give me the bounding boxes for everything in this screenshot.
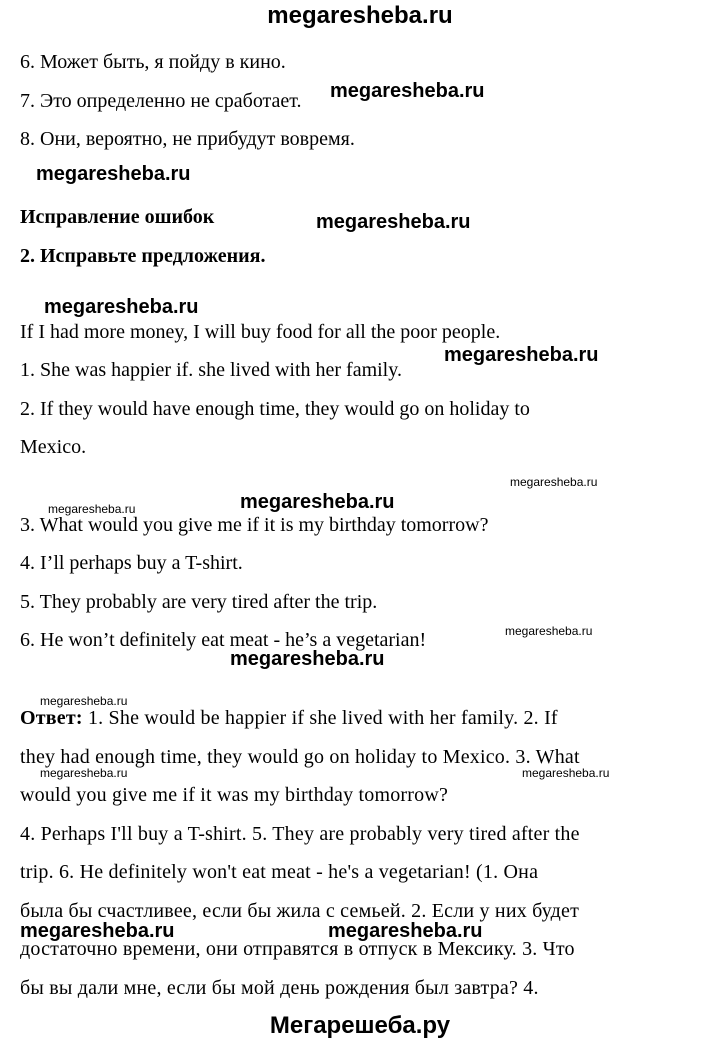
sentence-4: 4. I’ll perhaps buy a T-shirt.	[20, 552, 243, 574]
answer-line: достаточно времени, они отправятся в отпуск в Мексику. 3. Что	[20, 938, 575, 960]
site-header: megaresheba.ru	[267, 2, 453, 29]
watermark: megaresheba.ru	[44, 296, 199, 318]
answer-line: they had enough time, they would go on holiday to Mexico. 3. What	[20, 745, 580, 768]
task-heading: 2. Исправьте предложения.	[20, 245, 266, 267]
watermark: megaresheba.ru	[328, 920, 483, 942]
translation-6: 6. Может быть, я пойду в кино.	[20, 51, 286, 73]
answer-line: 4. Perhaps I'll buy a T-shirt. 5. They are probably very tired after the	[20, 822, 580, 845]
answer-line: would you give me if it was my birthday tomorrow?	[20, 784, 449, 806]
watermark: megaresheba.ru	[20, 920, 175, 942]
answer-line: 1. She would be happier if she lived with her family. 2. If	[82, 707, 558, 729]
translation-7: 7. Это определенно не сработает.	[20, 90, 302, 112]
watermark: megaresheba.ru	[40, 694, 128, 708]
sentence-5: 5. They probably are very tired after the trip.	[20, 591, 378, 613]
answer-line: trip. 6. He definitely won't eat meat - he's a vegetarian! (1. Она	[20, 861, 539, 883]
section-title: Исправление ошибок	[20, 206, 215, 228]
watermark: megaresheba.ru	[230, 648, 385, 670]
watermark: megaresheba.ru	[522, 766, 610, 780]
sentence-1: 1. She was happier if. she lived with her family.	[20, 359, 402, 381]
sentence-2: 2. If they would have enough time, they would go on holiday to	[20, 398, 530, 420]
watermark: megaresheba.ru	[40, 766, 128, 780]
sentence-6: 6. He won’t definitely eat meat - he’s a vegetarian!	[20, 629, 427, 651]
watermark: megaresheba.ru	[316, 211, 471, 233]
sentence-3: 3. What would you give me if it is my birthday tomorrow?	[20, 514, 489, 536]
site-footer: Мегарешеба.ру	[269, 1012, 451, 1039]
answer-line: была бы счастливее, если бы жила с семьей. 2. Если у них будет	[20, 899, 580, 922]
watermark: megaresheba.ru	[505, 624, 593, 638]
sentence-2-cont: Mexico.	[20, 436, 87, 458]
watermark: megaresheba.ru	[48, 502, 136, 516]
watermark: megaresheba.ru	[444, 344, 599, 366]
translation-8: 8. Они, вероятно, не прибудут вовремя.	[20, 128, 355, 150]
watermark: megaresheba.ru	[240, 491, 395, 513]
watermark: megaresheba.ru	[330, 80, 485, 102]
watermark: megaresheba.ru	[510, 475, 598, 489]
answer-label: Ответ:	[20, 707, 83, 729]
answer-line: бы вы дали мне, если бы мой день рождения был завтра? 4.	[20, 976, 539, 999]
answer-block	[20, 699, 700, 1007]
example-sentence: If I had more money, I will buy food for all the poor people.	[20, 321, 501, 343]
watermark: megaresheba.ru	[36, 163, 191, 185]
